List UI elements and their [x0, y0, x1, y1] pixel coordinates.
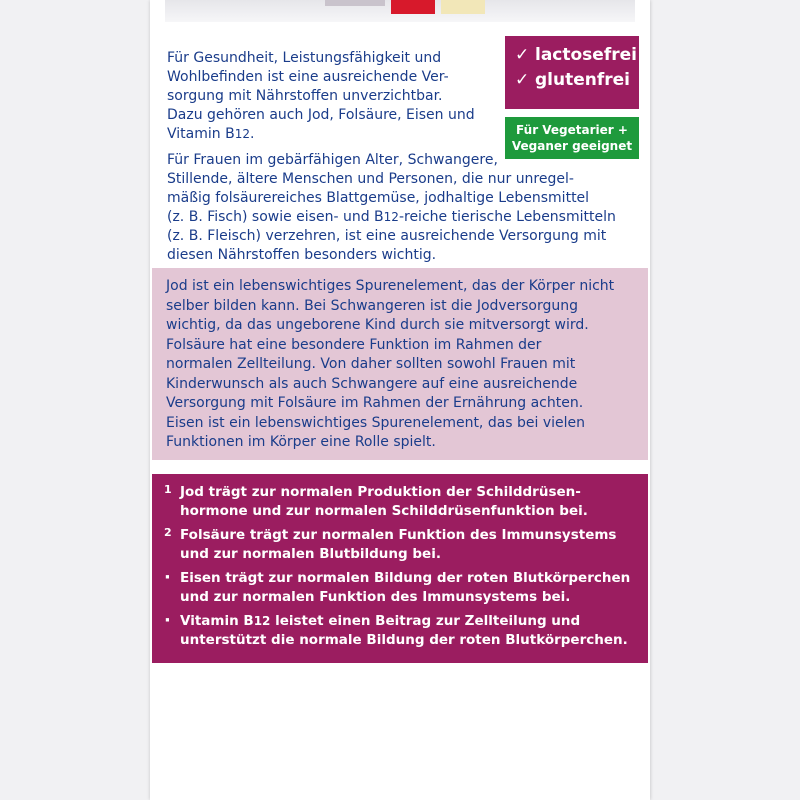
text-part: -reiche tierische Lebensmitteln	[398, 209, 616, 225]
info-line: Jod ist ein lebenswichtiges Spurenelement, das der Körper nicht	[166, 278, 615, 294]
subscript: 12	[234, 127, 250, 141]
info-line: normalen Zellteilung. Von daher sollten sowohl Frauen mit	[166, 356, 576, 372]
vegan-badge	[505, 117, 639, 159]
bullet-mark: ·	[164, 567, 171, 588]
package-top-flap	[165, 0, 635, 22]
info-line: Funktionen im Körper eine Rolle spielt.	[166, 434, 436, 450]
claim-line	[180, 612, 640, 631]
info-line: Eisen ist ein lebenswichtiges Spurenelement, das bei vielen	[166, 414, 586, 431]
checkmark-icon: ✓	[515, 70, 530, 90]
intro-line: Wohlbefinden ist eine ausreichende Ver-	[167, 69, 449, 85]
intro-line: Für Gesundheit, Leistungsfähigkeit und	[167, 50, 442, 66]
intro-line	[167, 208, 647, 227]
text-part: Vitamin B	[167, 126, 235, 142]
info-line: selber bilden kann. Bei Schwangeren ist die Jodversorgung	[166, 297, 578, 314]
checkmark-icon: ✓	[515, 45, 530, 65]
claim-text	[180, 569, 640, 607]
vegan-badge-line: Für Vegetarier +	[516, 123, 628, 137]
claim-text	[180, 483, 640, 521]
claim-vitamin-b12	[164, 612, 640, 650]
nutrient-info-panel	[152, 268, 648, 460]
target-group-text	[167, 151, 647, 265]
text-part: (z. B. Fisch) sowie eisen- und B	[167, 209, 384, 225]
vegan-badge-line: Veganer geeignet	[511, 139, 633, 153]
seal-strip	[441, 0, 485, 14]
claim-iodine	[164, 483, 640, 521]
claim-line: und zur normalen Funktion des Immunsystems bei.	[180, 589, 571, 605]
text-part: leistet einen Beitrag zur Zellteilung und	[270, 613, 581, 629]
intro-line: (z. B. Fleisch) verzehren, ist eine ausreichende Versorgung mit	[167, 228, 607, 244]
free-from-badge	[505, 36, 639, 109]
gluten-free-row	[515, 68, 639, 93]
health-claims-panel	[152, 474, 648, 663]
text-part: Vitamin B	[180, 613, 254, 629]
claim-line: Eisen trägt zur normalen Bildung der roten Blutkörperchen	[180, 570, 631, 586]
intro-line: Dazu gehören auch Jod, Folsäure, Eisen und	[167, 107, 475, 123]
intro-line: sorgung mit Nährstoffen unverzichtbar.	[167, 88, 443, 104]
info-line: Kinderwunsch als auch Schwangere auf eine ausreichende	[166, 375, 578, 392]
intro-line: Für Frauen im gebärfähigen Alter, Schwangere,	[167, 152, 498, 168]
bullet-mark: ·	[164, 610, 171, 631]
info-line: Folsäure hat eine besondere Funktion im Rahmen der	[166, 336, 542, 353]
intro-text	[167, 49, 497, 144]
claim-line: unterstützt die normale Bildung der roten Blutkörperchen.	[180, 632, 628, 648]
intro-line	[167, 125, 497, 144]
gluten-free-label: glutenfrei	[535, 70, 630, 90]
text-part: .	[249, 126, 255, 142]
claim-line: Folsäure trägt zur normalen Funktion des Immunsystems	[180, 527, 617, 543]
claim-folic-acid	[164, 526, 640, 564]
claim-line: und zur normalen Blutbildung bei.	[180, 546, 441, 562]
intro-line: Stillende, ältere Menschen und Personen, die nur unregel-	[167, 171, 574, 187]
subscript: 12	[253, 614, 271, 628]
intro-line: mäßig folsäurereiches Blattgemüse, jodhaltige Lebensmittel	[167, 190, 590, 206]
footnote-mark: 2	[164, 526, 172, 539]
claim-text	[180, 612, 640, 650]
claim-text	[180, 526, 640, 564]
claim-line: hormone und zur normalen Schilddrüsenfunktion bei.	[180, 503, 588, 519]
info-line: wichtig, da das ungeborene Kind durch sie mitversorgt wird.	[166, 317, 589, 333]
info-line: Versorgung mit Folsäure im Rahmen der Ernährung achten.	[166, 395, 584, 411]
lactose-free-row	[515, 43, 639, 68]
brand-logo-strip	[391, 0, 435, 14]
top-print-edge	[325, 0, 385, 6]
lactose-free-label: lactosefrei	[535, 45, 637, 65]
claim-line: Jod trägt zur normalen Produktion der Schilddrüsen-	[180, 484, 581, 500]
intro-line: diesen Nährstoffen besonders wichtig.	[167, 247, 437, 263]
footnote-mark: 1	[164, 483, 172, 496]
claim-iron	[164, 569, 640, 607]
subscript: 12	[383, 210, 399, 224]
